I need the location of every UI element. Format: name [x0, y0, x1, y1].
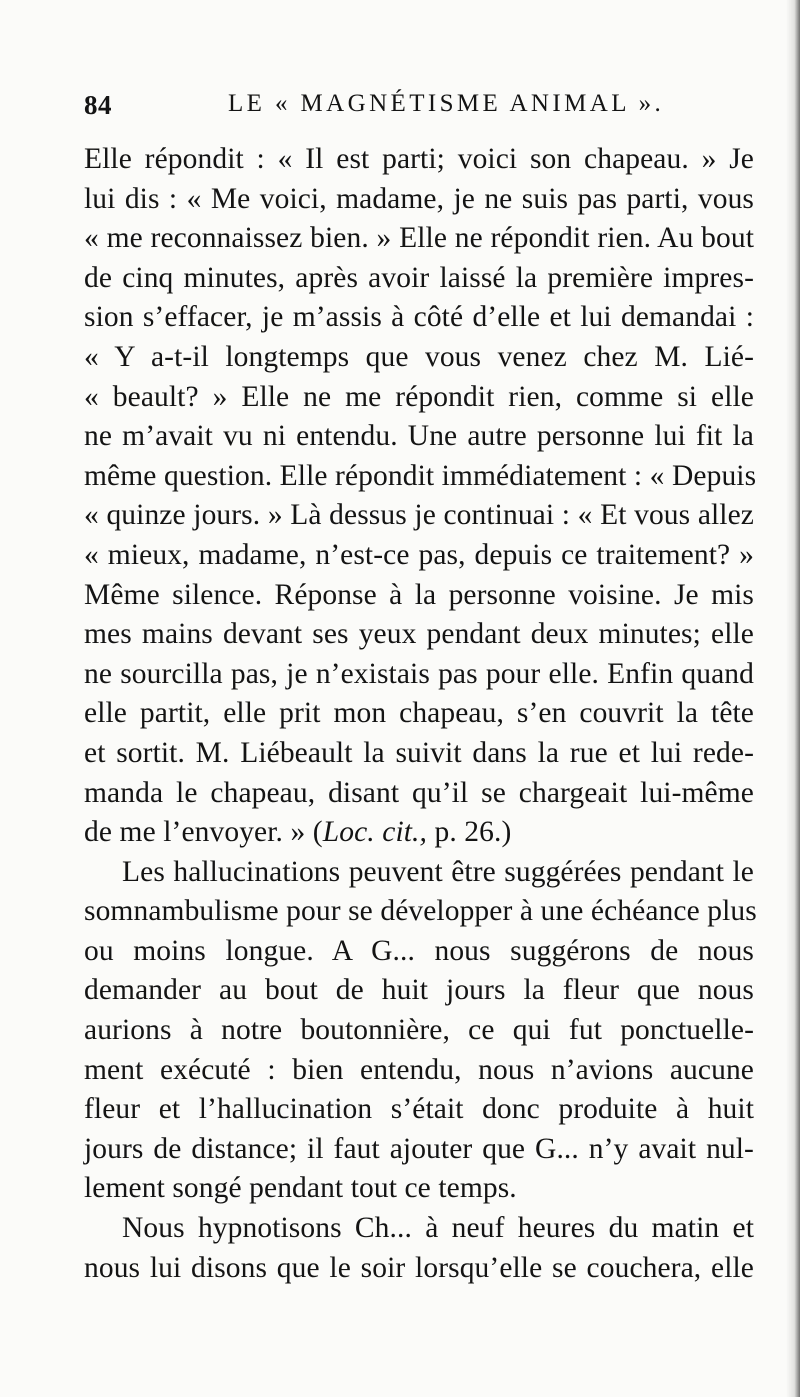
running-header	[84, 90, 748, 124]
text-line: jours de distance; il faut ajouter que G... n’y avait nul-	[84, 1132, 754, 1165]
body-text	[84, 140, 757, 1288]
text-line: « quinze jours. » Là dessus je continuai : « Et vous allez	[84, 499, 754, 532]
paragraph-start-line: Nous hypnotisons Ch... à neuf heures du matin et	[122, 1212, 754, 1245]
text-line: de me l’envoyer. » (Loc. cit., p. 26.)	[84, 816, 512, 849]
text-line: nous lui disons que le soir lorsqu’elle se couchera, elle	[84, 1251, 754, 1284]
text-line: ne sourcilla pas, je n’existais pas pour elle. Enfin quand	[84, 657, 754, 690]
running-title: LE « MAGNÉTISME ANIMAL ».	[228, 90, 665, 117]
text-line: demander au bout de huit jours la fleur que nous	[84, 974, 754, 1007]
text-line: ment exécuté : bien entendu, nous n’avions aucune	[84, 1053, 754, 1086]
text-line: et sortit. M. Liébeault la suivit dans la rue et lui rede-	[84, 736, 754, 769]
text-line: lui dis : « Me voici, madame, je ne suis pas parti, vous	[84, 182, 754, 215]
text-line: lement songé pendant tout ce temps.	[84, 1172, 517, 1205]
text-line: de cinq minutes, après avoir laissé la première impres-	[84, 261, 754, 294]
text-line: elle partit, elle prit mon chapeau, s’en couvrit la tête	[84, 697, 754, 730]
text-line: même question. Elle répondit immédiatement : « Depuis	[84, 459, 757, 492]
text-line: aurions à notre boutonnière, ce qui fut ponctuelle-	[84, 1014, 754, 1047]
text-line: somnambulisme pour se développer à une échéance plus	[84, 895, 757, 928]
text-line: manda le chapeau, disant qu’il se chargeait lui-même	[84, 776, 754, 809]
text-line: « mieux, madame, n’est-ce pas, depuis ce traitement? »	[84, 538, 754, 571]
paragraph-start-line: Les hallucinations peuvent être suggérées pendant le	[122, 855, 754, 888]
text-line: ou moins longue. A G... nous suggérons de nous	[84, 934, 754, 967]
text-line: fleur et l’hallucination s’était donc produite à huit	[84, 1093, 754, 1126]
text-line: « beault? » Elle ne me répondit rien, comme si elle	[84, 380, 754, 413]
page-number: 84	[84, 90, 112, 120]
text-line: Même silence. Réponse à la personne voisine. Je mis	[84, 578, 754, 611]
page-edge-shadow	[786, 0, 800, 1397]
text-line: Elle répondit : « Il est parti; voici son chapeau. » Je	[84, 143, 754, 175]
text-line: sion s’effacer, je m’assis à côté d’elle et lui demandai :	[84, 301, 754, 334]
text-line: « Y a-t-il longtemps que vous venez chez M. Lié-	[84, 340, 754, 373]
text-line: ne m’avait vu ni entendu. Une autre personne lui fit la	[84, 420, 754, 453]
text-line: « me reconnaissez bien. » Elle ne répondit rien. Au bout	[84, 222, 754, 255]
text-line: mes mains devant ses yeux pendant deux minutes; elle	[84, 618, 754, 651]
